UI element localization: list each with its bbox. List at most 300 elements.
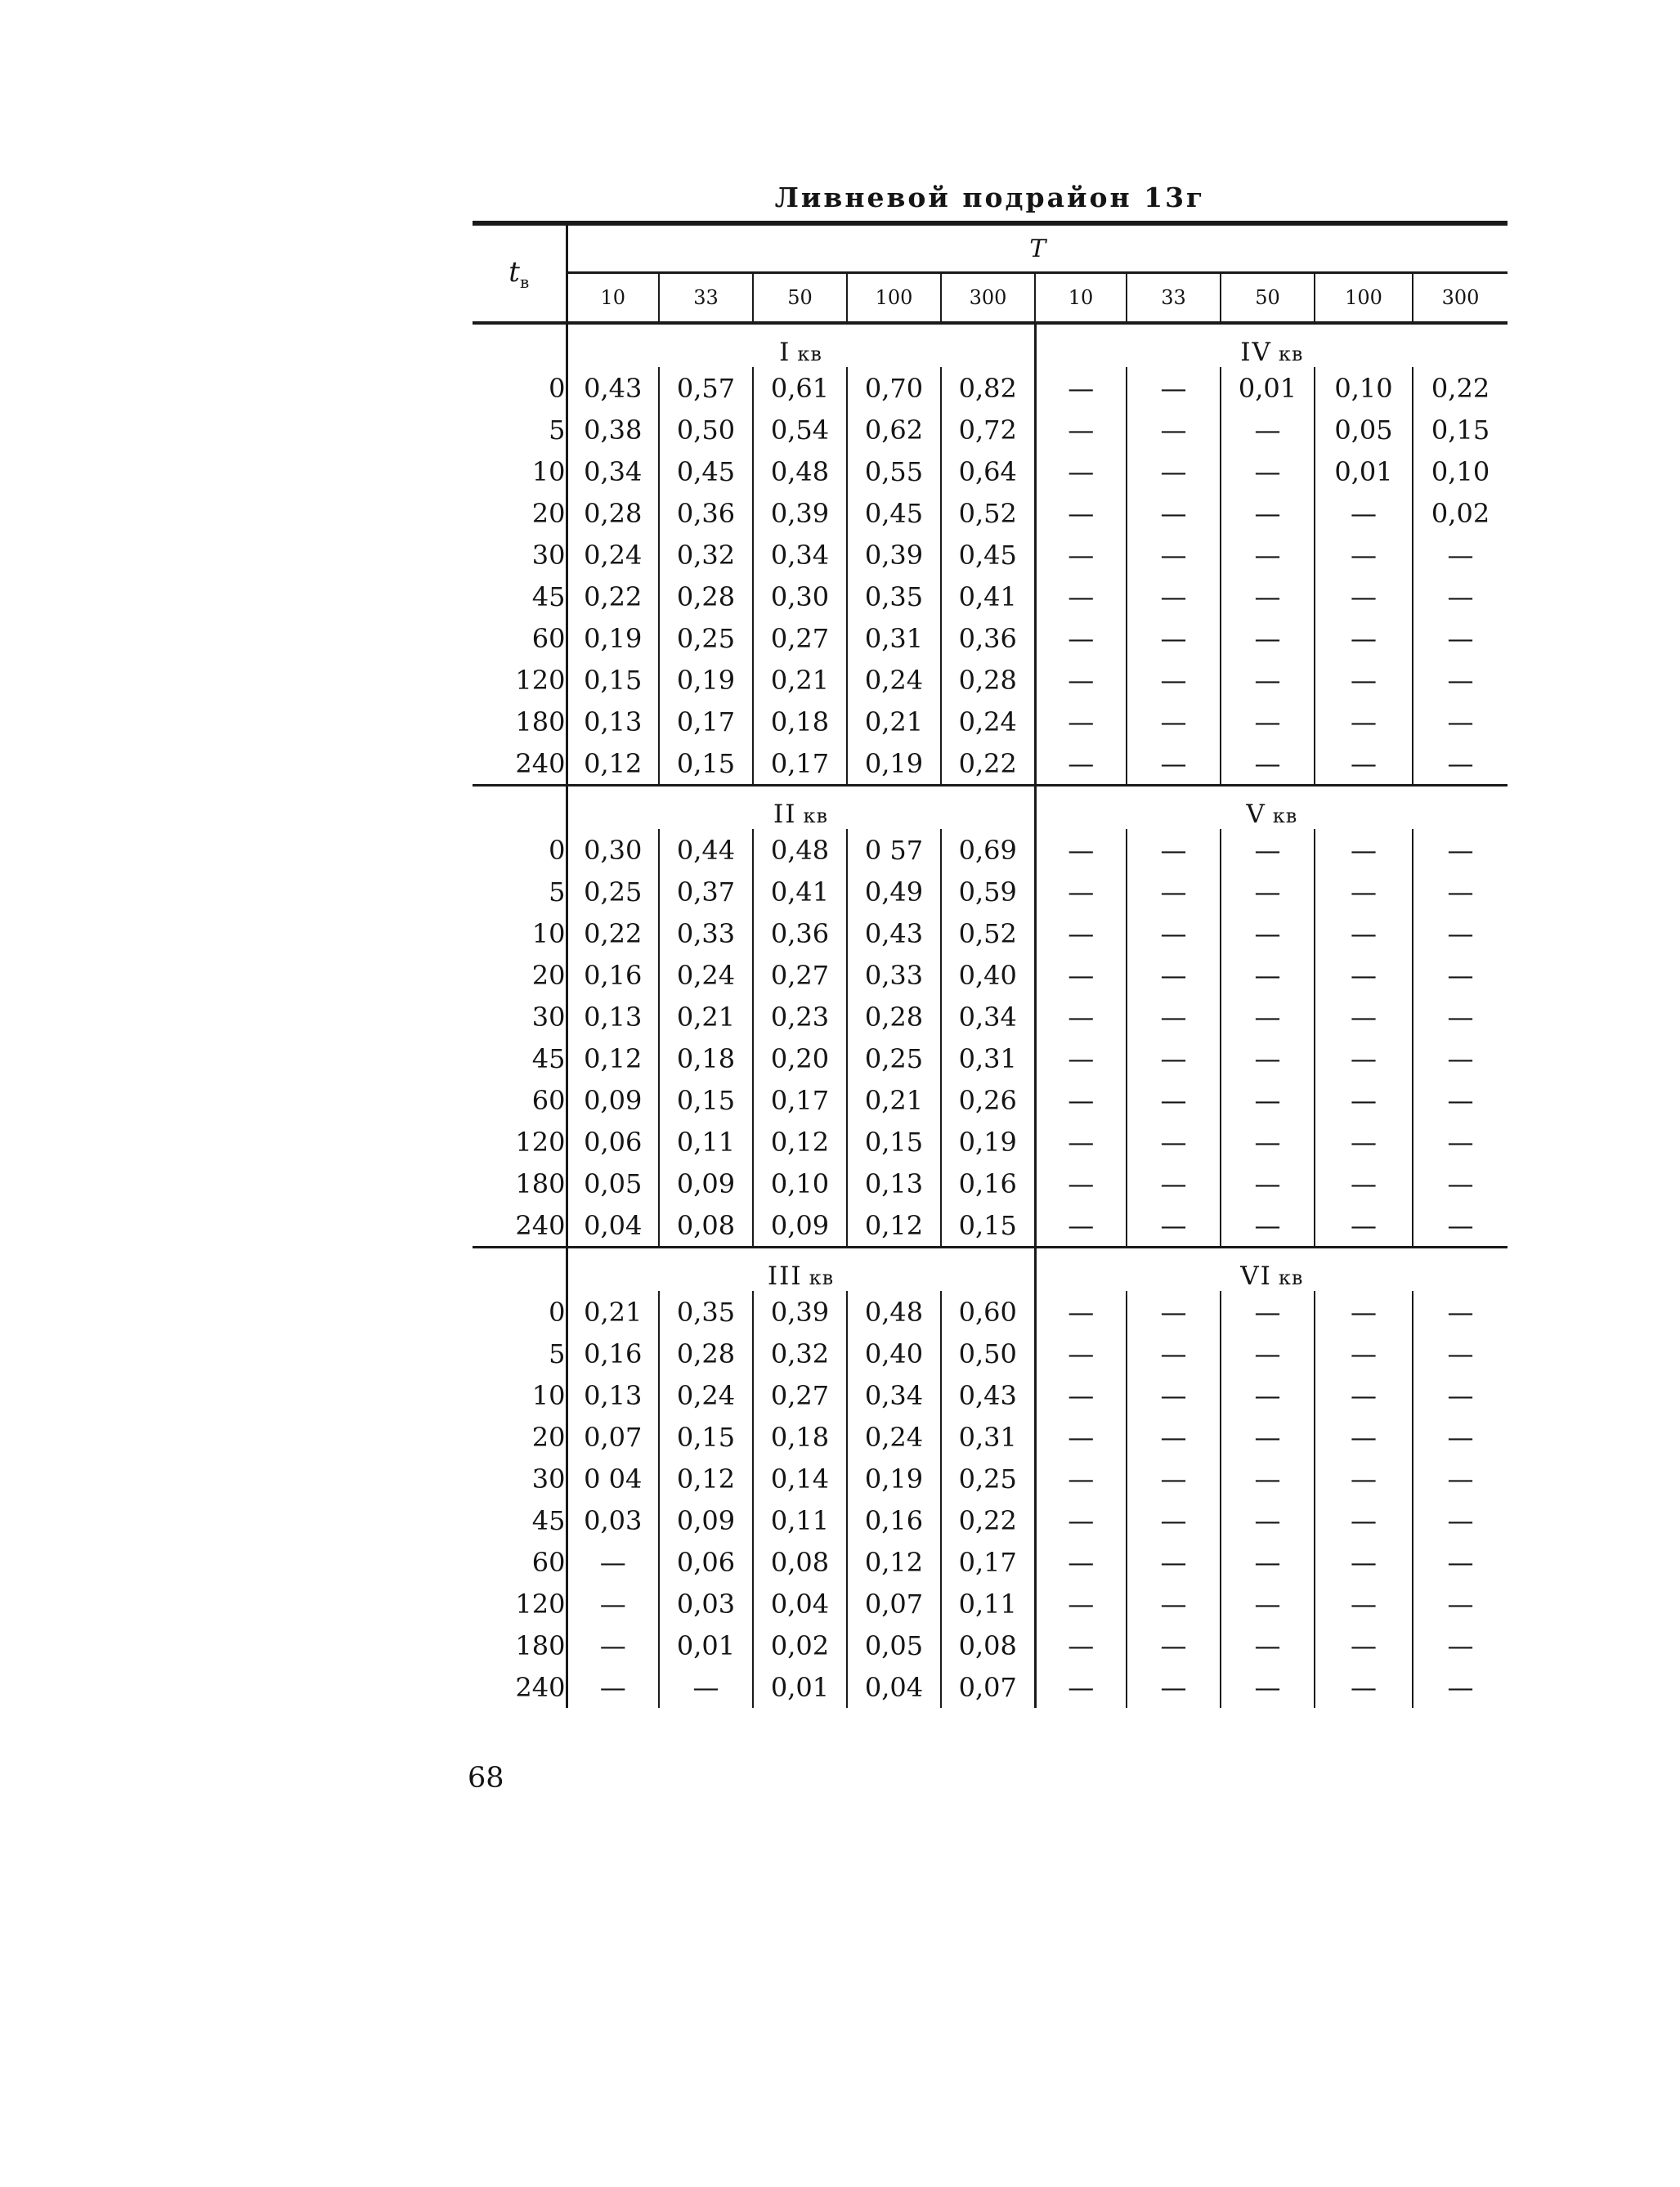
table-cell: 0,37 (659, 871, 753, 912)
table-cell: 0,15 (1413, 409, 1508, 450)
table-cell: — (1221, 1037, 1315, 1079)
table-row (473, 1499, 1508, 1541)
table-cell: 0,04 (584, 1209, 643, 1241)
table-cell: 0,35 (659, 1291, 753, 1333)
table-cell: 0,16 (584, 959, 643, 991)
row-t-value: 5 (473, 871, 567, 912)
table-cell: 0,02 (753, 1625, 847, 1666)
table-cell: — (1035, 871, 1127, 912)
table-cell: 0,16 (584, 1338, 643, 1369)
table-cell: — (1413, 1458, 1508, 1499)
table-row (473, 1333, 1508, 1374)
table-cell: — (1413, 1374, 1508, 1416)
row-t-value: 10 (473, 1374, 567, 1416)
table-cell: — (1413, 534, 1508, 576)
row-header-sub: в (519, 271, 530, 292)
table-cell: 0,25 (659, 617, 753, 659)
table-cell: — (1221, 659, 1315, 701)
table-cell: 0,16 (941, 1163, 1035, 1204)
table-cell: — (1035, 1291, 1127, 1333)
table-cell: — (1035, 829, 1127, 871)
table-cell: — (1127, 534, 1221, 576)
table-cell: 0,09 (659, 1499, 753, 1541)
table-cell: — (1035, 701, 1127, 742)
table-cell: 0,45 (941, 534, 1035, 576)
table-cell: 0,32 (659, 534, 753, 576)
table-cell: 0,34 (941, 996, 1035, 1037)
table-cell: 0,39 (753, 1291, 847, 1333)
table-cell: 0,22 (584, 917, 643, 949)
row-t-value: 120 (473, 1121, 567, 1163)
table-cell: 0,01 (659, 1625, 753, 1666)
table-cell: — (1127, 1374, 1221, 1416)
row-t-value: 60 (473, 1079, 567, 1121)
table-cell: — (1221, 409, 1315, 450)
block-label-row (473, 1248, 1508, 1292)
table-cell: — (1413, 871, 1508, 912)
table-cell: 0,17 (753, 1079, 847, 1121)
table-cell: — (1315, 1291, 1413, 1333)
table-row (473, 1666, 1508, 1708)
row-t-value: 60 (473, 617, 567, 659)
table-cell: — (1221, 912, 1315, 954)
table-cell: 0,09 (659, 1163, 753, 1204)
table-cell: 0,13 (584, 1001, 643, 1033)
table-cell: 0,31 (847, 617, 941, 659)
table-cell: — (1127, 1583, 1221, 1625)
table-cell: 0,25 (584, 876, 643, 908)
block-label-left-numeral: II (773, 800, 797, 829)
table-cell: — (1315, 576, 1413, 617)
table-cell: 0,13 (584, 1379, 643, 1411)
table-row (473, 450, 1508, 492)
table-row (473, 996, 1508, 1037)
table-cell: 0,13 (847, 1163, 941, 1204)
table-cell: — (1035, 954, 1127, 996)
table-cell: 0,24 (659, 954, 753, 996)
table-cell: — (1127, 1499, 1221, 1541)
column-header: 100 (1315, 273, 1413, 324)
table-cell: — (1035, 1121, 1127, 1163)
table-cell: 0,20 (753, 1037, 847, 1079)
table-cell: 0,15 (584, 664, 643, 696)
table-cell: 0,03 (659, 1583, 753, 1625)
table-cell: 0,62 (847, 409, 941, 450)
table-title: Ливневой подрайон 13г (774, 182, 1206, 213)
table-cell: 0,12 (659, 1458, 753, 1499)
table-cell: — (1221, 996, 1315, 1037)
table-cell: — (1035, 1374, 1127, 1416)
table-cell: 0,17 (941, 1541, 1035, 1583)
column-group-t: T (567, 223, 1508, 273)
table-cell: 0,10 (753, 1163, 847, 1204)
table-cell: — (659, 1666, 753, 1708)
table-row (473, 1416, 1508, 1458)
table-cell: — (1221, 1499, 1315, 1541)
table-cell: 0,24 (659, 1374, 753, 1416)
table-cell: — (1127, 954, 1221, 996)
table-cell: 0,48 (753, 829, 847, 871)
table-cell: — (1315, 534, 1413, 576)
table-cell: — (1315, 1458, 1413, 1499)
table-cell: 0,24 (584, 539, 643, 571)
table-cell: 0,12 (847, 1204, 941, 1248)
table-cell: 0,11 (659, 1121, 753, 1163)
table-cell: 0,70 (847, 367, 941, 409)
row-t-value: 30 (473, 534, 567, 576)
table-row (473, 1541, 1508, 1583)
table-row (473, 954, 1508, 996)
table-cell: 0,19 (847, 742, 941, 786)
table-cell: — (1221, 1163, 1315, 1204)
table-cell: — (1413, 576, 1508, 617)
table-cell: — (1315, 1333, 1413, 1374)
table-cell: — (1413, 1333, 1508, 1374)
row-t-value: 240 (473, 1666, 567, 1708)
table-cell: 0,27 (753, 617, 847, 659)
table-cell: — (1035, 1333, 1127, 1374)
table-cell: 0,49 (847, 871, 941, 912)
row-t-value: 45 (473, 1037, 567, 1079)
table-cell: — (1035, 1416, 1127, 1458)
table-row (473, 1204, 1508, 1248)
table-row (473, 1037, 1508, 1079)
table-cell: — (1413, 617, 1508, 659)
table-cell: — (1315, 871, 1413, 912)
table-cell: 0,07 (847, 1583, 941, 1625)
table-cell: — (1127, 1037, 1221, 1079)
table-cell: 0,12 (584, 1042, 643, 1074)
table-cell: — (1035, 1625, 1127, 1666)
table-cell: 0,50 (659, 409, 753, 450)
table-cell: — (1413, 1625, 1508, 1666)
table-cell: — (1127, 1666, 1221, 1708)
table-cell: — (1035, 492, 1127, 534)
table-cell: — (1413, 996, 1508, 1037)
table-cell: 0,25 (941, 1458, 1035, 1499)
table-cell: — (1127, 912, 1221, 954)
table-cell: — (1221, 1291, 1315, 1333)
table-row (473, 576, 1508, 617)
table-cell: 0,34 (847, 1374, 941, 1416)
table-cell: — (1221, 1333, 1315, 1374)
block-label-left (567, 1248, 1035, 1292)
table-cell: 0,34 (584, 455, 643, 487)
table-cell: 0,45 (659, 450, 753, 492)
table-cell: — (1413, 829, 1508, 871)
table-cell: 0,22 (941, 742, 1035, 786)
table-cell: — (599, 1588, 626, 1620)
table-cell: 0,28 (659, 1333, 753, 1374)
table-cell: 0,02 (1413, 492, 1508, 534)
row-t-value: 10 (473, 912, 567, 954)
table-cell: 0,54 (753, 409, 847, 450)
table-cell: 0,16 (847, 1499, 941, 1541)
table-row (473, 409, 1508, 450)
table-cell: 0,43 (847, 912, 941, 954)
table-cell: — (1127, 1333, 1221, 1374)
table-cell: 0,24 (847, 659, 941, 701)
table-row (473, 701, 1508, 742)
table-cell: — (1221, 1458, 1315, 1499)
table-row (473, 1163, 1508, 1204)
table-cell: — (1221, 450, 1315, 492)
table-cell: 0,08 (753, 1541, 847, 1583)
table-cell: 0,17 (753, 742, 847, 786)
table-cell: 0,45 (847, 492, 941, 534)
row-t-value: 120 (473, 659, 567, 701)
table-row (473, 742, 1508, 786)
table-cell: — (1315, 1416, 1413, 1458)
block-label-spacer (473, 786, 567, 830)
table-cell: — (1221, 1204, 1315, 1248)
table-cell: — (1315, 1499, 1413, 1541)
table-cell: — (1221, 871, 1315, 912)
table-cell: — (1221, 617, 1315, 659)
row-t-value: 20 (473, 954, 567, 996)
table-cell: 0,10 (1413, 450, 1508, 492)
table-cell: — (1413, 1291, 1508, 1333)
table-cell: — (1413, 1541, 1508, 1583)
table-cell: 0 57 (847, 829, 941, 871)
table-cell: — (599, 1629, 626, 1661)
table-cell: — (1127, 1416, 1221, 1458)
row-t-value: 45 (473, 1499, 567, 1541)
table-cell: 0,82 (941, 367, 1035, 409)
table-cell: — (1127, 1625, 1221, 1666)
block-label-unit: кв (797, 343, 822, 365)
table-cell: — (1035, 742, 1127, 786)
table-cell: — (1315, 1374, 1413, 1416)
table-cell: — (1221, 1541, 1315, 1583)
table-cell: 0,41 (753, 871, 847, 912)
table-cell: 0,07 (941, 1666, 1035, 1708)
table-cell: 0,01 (1221, 367, 1315, 409)
table-cell: — (1315, 1204, 1413, 1248)
table-cell: — (1221, 1583, 1315, 1625)
row-t-value: 0 (473, 367, 567, 409)
table-cell: — (1127, 367, 1221, 409)
table-cell: 0,19 (847, 1458, 941, 1499)
table-row (473, 829, 1508, 871)
table-cell: — (599, 1546, 626, 1578)
table-cell: — (1127, 576, 1221, 617)
table-cell: 0,21 (659, 996, 753, 1037)
table-row (473, 1458, 1508, 1499)
row-t-value: 5 (473, 1333, 567, 1374)
table-cell: 0,21 (847, 701, 941, 742)
table-cell: 0,15 (847, 1121, 941, 1163)
table-cell: 0,57 (659, 367, 753, 409)
table-cell: — (1127, 1458, 1221, 1499)
table-cell: 0,55 (847, 450, 941, 492)
table-cell: 0,31 (941, 1416, 1035, 1458)
table-row (473, 1583, 1508, 1625)
row-t-value: 180 (473, 1625, 567, 1666)
table-cell: — (1315, 1121, 1413, 1163)
table-cell: — (1035, 1079, 1127, 1121)
table-cell: 0,36 (659, 492, 753, 534)
table-cell: 0,64 (941, 450, 1035, 492)
table-cell: 0,01 (753, 1666, 847, 1708)
table-cell: — (1315, 996, 1413, 1037)
table-cell: 0,05 (1315, 409, 1413, 450)
table-cell: 0,05 (584, 1167, 643, 1199)
table-cell: — (1035, 1037, 1127, 1079)
table-cell: 0,05 (847, 1625, 941, 1666)
table-cell: — (1221, 1374, 1315, 1416)
table-cell: — (1127, 829, 1221, 871)
table-cell: — (1127, 617, 1221, 659)
table-cell: — (1315, 617, 1413, 659)
table-cell: — (1127, 1204, 1221, 1248)
table-cell: 0,27 (753, 1374, 847, 1416)
row-t-value: 30 (473, 1458, 567, 1499)
table-cell: — (1413, 912, 1508, 954)
table-cell: — (1035, 409, 1127, 450)
table-cell: — (1221, 742, 1315, 786)
table-cell: — (1315, 1583, 1413, 1625)
row-header-tv (473, 223, 567, 323)
table-cell: 0,15 (659, 1416, 753, 1458)
table-cell: 0,07 (584, 1421, 643, 1453)
table-cell: — (1315, 1037, 1413, 1079)
table-cell: 0,40 (847, 1333, 941, 1374)
table-cell: 0,30 (584, 834, 643, 866)
table-cell: — (1413, 1037, 1508, 1079)
block-label-left-numeral: III (767, 1262, 803, 1291)
row-header-main: t (508, 255, 520, 289)
page-number: 68 (468, 1762, 504, 1795)
table-cell: — (1221, 1079, 1315, 1121)
table-cell: — (1221, 576, 1315, 617)
table-cell: — (1315, 1079, 1413, 1121)
column-header: 50 (753, 273, 847, 324)
table-row (473, 912, 1508, 954)
table-cell: 0,26 (941, 1079, 1035, 1121)
row-t-value: 20 (473, 492, 567, 534)
table-cell: 0,28 (847, 996, 941, 1037)
table-cell: — (1127, 1291, 1221, 1333)
column-header: 33 (659, 273, 753, 324)
table-row (473, 871, 1508, 912)
table-cell: 0,69 (941, 829, 1035, 871)
table-cell: — (1221, 701, 1315, 742)
block-label-right (1035, 323, 1508, 367)
block-label-spacer (473, 323, 567, 367)
table-cell: — (1127, 450, 1221, 492)
table-cell: 0,52 (941, 912, 1035, 954)
table-cell: 0,34 (753, 534, 847, 576)
table-cell: 0,41 (941, 576, 1035, 617)
table-cell: — (1315, 1541, 1413, 1583)
table-cell: — (1035, 367, 1127, 409)
row-t-value: 0 (473, 1291, 567, 1333)
table-cell: 0,43 (584, 372, 643, 404)
table-cell: — (1035, 1583, 1127, 1625)
block-label-left (567, 323, 1035, 367)
table-body (473, 323, 1508, 1708)
table-cell: 0,06 (584, 1126, 643, 1158)
table-cell: — (1127, 1163, 1221, 1204)
table-cell: 0,19 (584, 622, 643, 654)
table-cell: — (1413, 1583, 1508, 1625)
row-t-value: 20 (473, 1416, 567, 1458)
table-cell: — (1035, 534, 1127, 576)
table-cell: 0,32 (753, 1333, 847, 1374)
table-cell: 0,19 (941, 1121, 1035, 1163)
table-cell: — (1315, 954, 1413, 996)
table-cell: 0,08 (659, 1204, 753, 1248)
table-row (473, 659, 1508, 701)
table-cell: 0,35 (847, 576, 941, 617)
row-t-value: 120 (473, 1583, 567, 1625)
block-label-unit: кв (1278, 1266, 1304, 1289)
table-cell: 0,48 (847, 1291, 941, 1333)
table-row (473, 1374, 1508, 1416)
table-cell: 0,12 (584, 747, 643, 779)
table-cell: — (1127, 1079, 1221, 1121)
table-cell: 0,27 (753, 954, 847, 996)
table-cell: 0 04 (584, 1463, 643, 1495)
table-cell: — (1035, 1163, 1127, 1204)
table-cell: — (1035, 659, 1127, 701)
row-t-value: 180 (473, 1163, 567, 1204)
table-cell: — (1035, 912, 1127, 954)
table-row (473, 1079, 1508, 1121)
table-cell: 0,39 (847, 534, 941, 576)
table-cell: — (1413, 701, 1508, 742)
table-cell: — (1035, 450, 1127, 492)
table-cell: 0,25 (847, 1037, 941, 1079)
table-cell: — (1035, 1499, 1127, 1541)
table-cell: 0,15 (659, 1079, 753, 1121)
table-cell: 0,11 (753, 1499, 847, 1541)
table-cell: — (599, 1671, 626, 1703)
table-row (473, 617, 1508, 659)
table-cell: — (1221, 1666, 1315, 1708)
row-t-value: 0 (473, 829, 567, 871)
table-cell: 0,61 (753, 367, 847, 409)
block-label-row (473, 786, 1508, 830)
block-label-spacer (473, 1248, 567, 1292)
table-cell: — (1035, 1541, 1127, 1583)
block-label-right (1035, 1248, 1508, 1292)
table-cell: 0,18 (753, 1416, 847, 1458)
table-cell: — (1127, 742, 1221, 786)
table-cell: 0,18 (659, 1037, 753, 1079)
table-cell: 0,19 (659, 659, 753, 701)
column-header: 33 (1127, 273, 1221, 324)
table-cell: — (1221, 534, 1315, 576)
table-cell: 0,06 (659, 1541, 753, 1583)
table-cell: — (1127, 492, 1221, 534)
table-cell: 0,17 (659, 701, 753, 742)
table-cell: 0,30 (753, 576, 847, 617)
table-cell: — (1315, 659, 1413, 701)
row-t-value: 180 (473, 701, 567, 742)
block-label-right-numeral: V (1246, 800, 1266, 829)
column-header: 50 (1221, 273, 1315, 324)
table-cell: — (1315, 1625, 1413, 1666)
table-cell: — (1127, 1121, 1221, 1163)
table-cell: — (1127, 871, 1221, 912)
table-cell: — (1413, 1416, 1508, 1458)
table-cell: — (1315, 829, 1413, 871)
table-cell: 0,22 (584, 580, 643, 612)
column-header: 300 (1413, 273, 1508, 324)
table-cell: — (1035, 996, 1127, 1037)
